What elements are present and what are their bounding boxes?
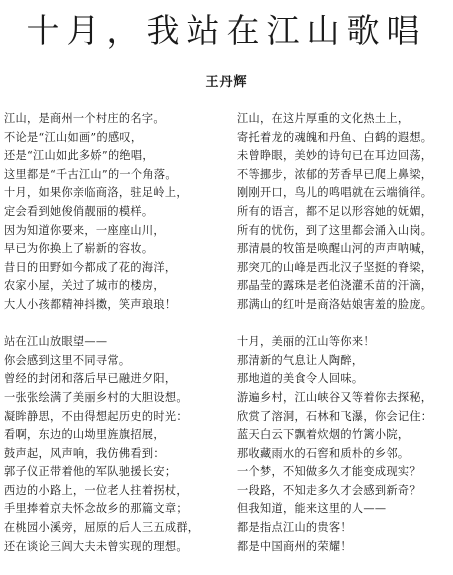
stanza [4, 333, 226, 556]
poem-line: 一段路，不知走多久才会感到新奇？ [237, 483, 421, 497]
poem-line: 寄托着龙的魂魄和丹鱼、白鹤的遐想。 [237, 130, 433, 144]
poem-line: 一张张绘满了美丽乡村的大胆设想。 [4, 390, 188, 404]
poem-line: 鼓声起，风声响，我仿佛看到： [4, 446, 165, 460]
poem-line: 农家小屋，关过了城市的楼房， [4, 279, 165, 293]
poem-line: 曾经的封闭和落后早已融进夕阳， [4, 372, 177, 386]
stanza [237, 110, 451, 315]
poem-line: 所有的语言，都不足以形容她的妩媚， [237, 204, 433, 218]
poem-line: 但我知道，能来这里的人—— [237, 502, 387, 516]
poem-line: 一个梦，不知做多久才能变成现实？ [237, 465, 421, 479]
poem-line: 那满山的红叶是商洛姑娘害羞的脸庞。 [237, 297, 433, 311]
poem-line: 西边的小路上，一位老人拄着拐杖， [4, 483, 188, 497]
poem-line: 那清晨的牧笛是唤醒山河的声声呐喊， [237, 242, 433, 256]
poem-line: 在桃园小溪旁，屈原的后人三五成群， [4, 521, 200, 535]
poem-line: 凝眸静思，不由得想起历史的时光： [4, 409, 188, 423]
right-column [237, 110, 451, 575]
poem-line: 那地道的美食令人回味。 [237, 372, 364, 386]
poem-line: 十月，如果你亲临商洛，驻足岭上， [4, 186, 188, 200]
poem-line: 欣赏了溶洞，石林和飞瀑，你会记住： [237, 409, 433, 423]
poem-line: 手里捧着京夫怀念故乡的那篇文章； [4, 502, 188, 516]
poem-line: 看啊，东边的山坳里旌旗招展， [4, 428, 165, 442]
poem-line: 不论是“江山如画”的感叹， [4, 130, 143, 144]
poem-line: 江山，是商州一个村庄的名字。 [4, 112, 165, 125]
poem-line: 刚刚开口，鸟儿的鸣唱就在云端徜徉。 [237, 186, 433, 200]
poem-line: 因为知道你要来，一座座山川， [4, 223, 165, 237]
poem-line: 那晶莹的露珠是老伯浇灌禾苗的汗滴， [237, 279, 433, 293]
stanza [4, 110, 226, 315]
stanza [237, 333, 451, 556]
poem-line: 都是指点江山的贵客！ [237, 521, 352, 535]
poem-line: 你会感到这里不同寻常。 [4, 353, 131, 367]
poem-line: 这里都是“千古江山”的一个角落。 [4, 167, 177, 181]
left-column [4, 110, 226, 575]
poem-line: 定会看到她俊俏靓丽的模样。 [4, 204, 154, 218]
poem-line: 站在江山放眼望—— [4, 335, 108, 349]
poem-line: 所有的忧伤，到了这里都会涌入山岗。 [237, 223, 433, 237]
poem-line: 未曾睁眼，美妙的诗句已在耳边回荡， [237, 149, 433, 163]
poem-line: 郭子仪正带着他的军队驰援长安； [4, 465, 177, 479]
author-name: 王丹辉 [205, 75, 248, 90]
poem-title: 十月，我站在江山歌唱 [26, 11, 427, 50]
poem-line: 那突兀的山峰是西北汉子坚挺的脊梁， [237, 260, 433, 274]
poem-line: 十月，美丽的江山等你来！ [237, 335, 375, 349]
poem-line: 大人小孩都精神抖擞，笑声琅琅！ [4, 297, 177, 311]
poem-line: 都是中国商州的荣耀！ [237, 539, 352, 553]
poem-line: 蓝天白云下飘着炊烟的竹篱小院， [237, 428, 410, 442]
poem-line: 那清新的气息让人陶醉， [237, 353, 364, 367]
poem-line: 江山，在这片厚重的文化热土上， [237, 112, 410, 125]
poem-line: 早已为你换上了崭新的容妆。 [4, 242, 154, 256]
poem-line: 昔日的田野如今都成了花的海洋， [4, 260, 177, 274]
poem-line: 还是“江山如此多娇”的绝唱， [4, 149, 154, 163]
poem-line: 游遍乡村，江山峡谷又等着你去探秘， [237, 390, 433, 404]
poem-line: 不等挪步，浓郁的芳香早已爬上鼻梁， [237, 167, 433, 181]
poem-line: 还在谈论三闾大夫未曾实现的理想。 [4, 539, 188, 553]
poem-line: 那收藏雨水的石窖和质朴的乡邻。 [237, 446, 410, 460]
